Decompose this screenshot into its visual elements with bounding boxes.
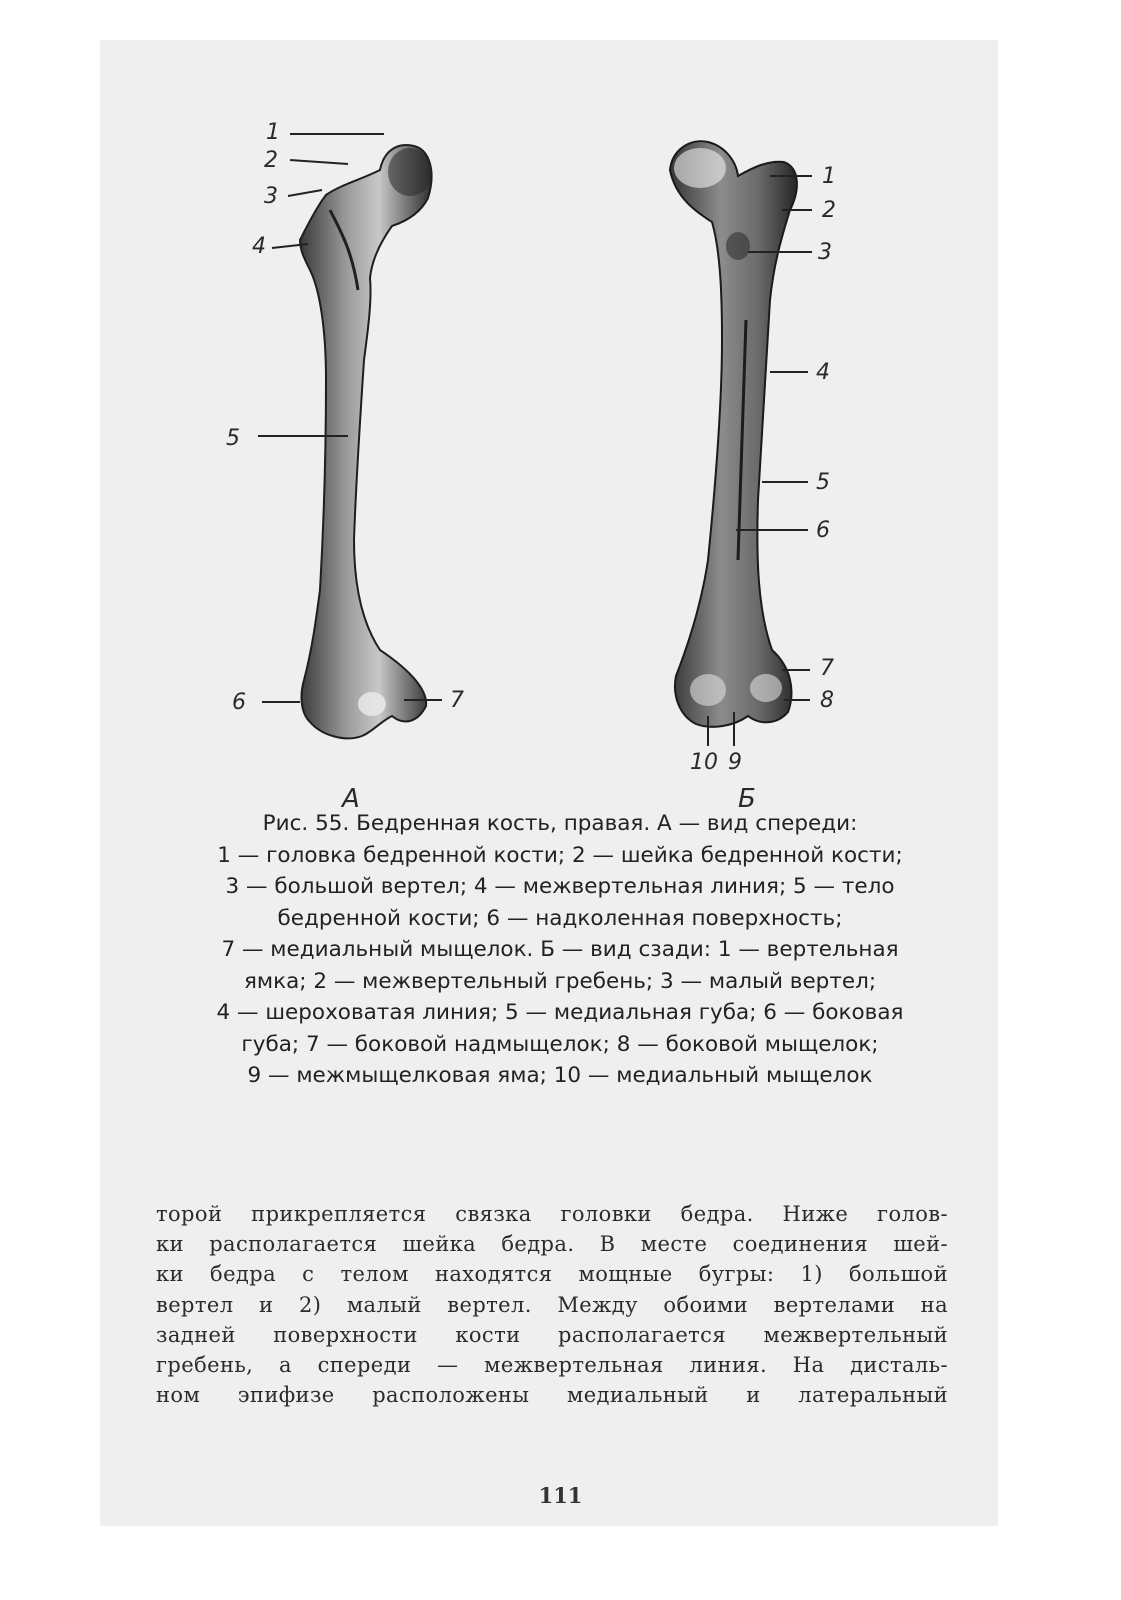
label-b-1: 1 — [822, 164, 836, 189]
label-a-1: 1 — [266, 120, 280, 145]
view-letter-b: Б — [738, 784, 756, 814]
label-a-4: 4 — [252, 234, 266, 259]
body-paragraph — [156, 1199, 948, 1410]
label-a-5: 5 — [226, 426, 240, 451]
label-b-7: 7 — [820, 656, 834, 681]
caption-line: губа; 7 — боковой надмыщелок; 8 — боковой мыщелок; — [241, 1031, 879, 1057]
label-a-2: 2 — [264, 148, 278, 173]
body-line: торой прикрепляется связка головки бедра. Ниже голов- — [156, 1202, 948, 1226]
view-letter-a: А — [342, 784, 360, 814]
body-line: ном эпифизе расположены медиальный и латеральный — [156, 1383, 948, 1408]
caption-line: 4 — шероховатая линия; 5 — медиальная губа; 6 — боковая — [216, 1000, 904, 1025]
caption-line: 7 — медиальный мыщелок. Б — вид сзади: 1 — вертельная — [221, 937, 899, 962]
body-line: ки бедра с телом находятся мощные бугры: 1) большой — [156, 1262, 948, 1287]
femur-posterior-view — [670, 141, 797, 727]
label-b-6: 6 — [816, 518, 830, 543]
body-line: гребень, а спереди — межвертельная линия. На дисталь- — [156, 1353, 948, 1378]
caption-line: ямка; 2 — межвертельный гребень; 3 — малый вертел; — [243, 968, 877, 994]
label-b-2: 2 — [822, 198, 836, 223]
caption-line: 3 — большой вертел; 4 — межвертельная линия; 5 — тело — [225, 874, 895, 899]
label-a-3: 3 — [264, 184, 278, 209]
label-a-6: 6 — [232, 690, 246, 715]
label-b-5: 5 — [816, 470, 830, 495]
femur-anterior-view — [300, 145, 432, 738]
figure-caption — [140, 808, 980, 1092]
label-b-10: 10 — [690, 750, 718, 775]
label-a-7: 7 — [450, 688, 464, 713]
label-b-4: 4 — [816, 360, 830, 385]
label-b-8: 8 — [820, 688, 834, 713]
body-line: ки располагается шейка бедра. В месте соединения шей- — [156, 1232, 948, 1257]
caption-line: бедренной кости; 6 — надколенная поверхность; — [277, 905, 843, 931]
page-number: 111 — [538, 1483, 583, 1508]
caption-line: Рис. 55. Бедренная кость, правая. А — вид спереди: — [262, 811, 858, 836]
label-b-9: 9 — [728, 750, 742, 775]
label-b-3: 3 — [818, 240, 832, 265]
caption-line: 9 — межмыщелковая яма; 10 — медиальный мыщелок — [247, 1063, 873, 1088]
caption-line: 1 — головка бедренной кости; 2 — шейка бедренной кости; — [217, 842, 903, 868]
body-line: задней поверхности кости располагается межвертельный — [156, 1322, 948, 1347]
body-line: вертел и 2) малый вертел. Между обоими вертелами на — [156, 1292, 948, 1317]
